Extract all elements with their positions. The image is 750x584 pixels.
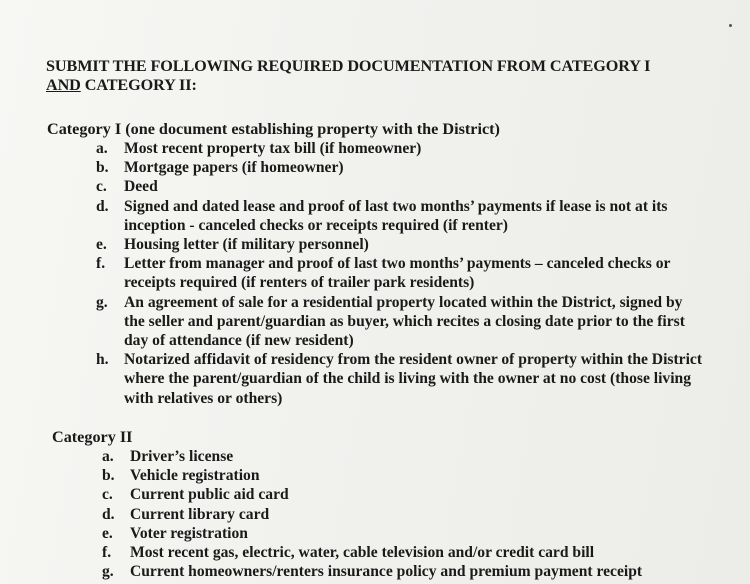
category-1-title: Category I (one document establishing property with the District) <box>47 120 500 138</box>
page-heading <box>46 57 736 95</box>
list-item <box>102 562 702 581</box>
list-marker: d. <box>96 197 109 215</box>
heading-line-2-rest: CATEGORY II: <box>80 76 197 94</box>
list-item <box>102 447 702 466</box>
list-marker: e. <box>102 524 113 542</box>
list-marker: c. <box>102 486 113 504</box>
list-item-text: Current public aid card <box>130 486 289 504</box>
heading-line-2 <box>46 76 736 95</box>
list-item-text: Deed <box>124 178 158 196</box>
list-marker: a. <box>96 140 108 157</box>
category-1-list <box>96 139 706 408</box>
list-item-text: Voter registration <box>130 524 248 542</box>
list-item <box>102 543 702 562</box>
list-marker: b. <box>102 467 115 485</box>
list-item <box>96 293 706 351</box>
list-item-text: Vehicle registration <box>130 467 260 485</box>
list-marker: f. <box>102 544 112 562</box>
list-item <box>102 524 702 543</box>
list-marker: h. <box>96 351 109 369</box>
heading-and-underlined: AND <box>46 76 81 94</box>
list-item <box>96 177 706 196</box>
page-speck <box>729 24 732 27</box>
list-marker: g. <box>102 563 114 581</box>
list-item-text: Current homeowners/renters insurance policy and premium payment receipt <box>130 563 643 581</box>
category-2-title: Category II <box>52 428 133 446</box>
category-2-list <box>102 447 702 581</box>
list-item-text: Driver’s license <box>130 448 234 465</box>
list-item <box>96 235 706 254</box>
list-item-text: Mortgage papers (if homeowner) <box>124 159 344 177</box>
list-item-text: Letter from manager and proof of last two months’ payments – canceled checks or receipts required (if renters of trailer park residents) <box>124 255 671 292</box>
list-item <box>102 485 702 504</box>
list-item-text: Most recent gas, electric, water, cable television and/or credit card bill <box>130 544 595 562</box>
list-marker: a. <box>102 448 114 465</box>
list-item <box>96 158 706 177</box>
list-marker: d. <box>102 505 115 523</box>
list-item <box>102 505 702 524</box>
list-marker: f. <box>96 255 106 273</box>
list-marker: b. <box>96 159 109 177</box>
list-marker: e. <box>96 236 107 254</box>
list-item-text: An agreement of sale for a residential property located within the District, signed by the seller and parent/guardian as buyer, which recites a closing date prior to the first day of attendance (if new resident) <box>124 293 685 350</box>
list-marker: c. <box>96 178 107 196</box>
list-item-text: Signed and dated lease and proof of last two months’ payments if lease is not at its inception - canceled checks or receipts required (if renter) <box>124 197 668 234</box>
list-item <box>96 350 706 408</box>
list-item-text: Housing letter (if military personnel) <box>124 236 369 254</box>
list-item <box>96 139 706 158</box>
list-item <box>96 254 706 292</box>
list-item-text: Most recent property tax bill (if homeowner) <box>124 140 422 157</box>
list-item <box>102 466 702 485</box>
heading-line-1: SUBMIT THE FOLLOWING REQUIRED DOCUMENTATION FROM CATEGORY I <box>46 57 651 75</box>
list-item-text: Current library card <box>130 505 270 523</box>
list-item-text: Notarized affidavit of residency from the resident owner of property within the District where the parent/guardian of the child is living with the owner at no cost (those living with relatives or others) <box>124 351 703 407</box>
list-item <box>96 197 706 235</box>
list-marker: g. <box>96 293 108 311</box>
